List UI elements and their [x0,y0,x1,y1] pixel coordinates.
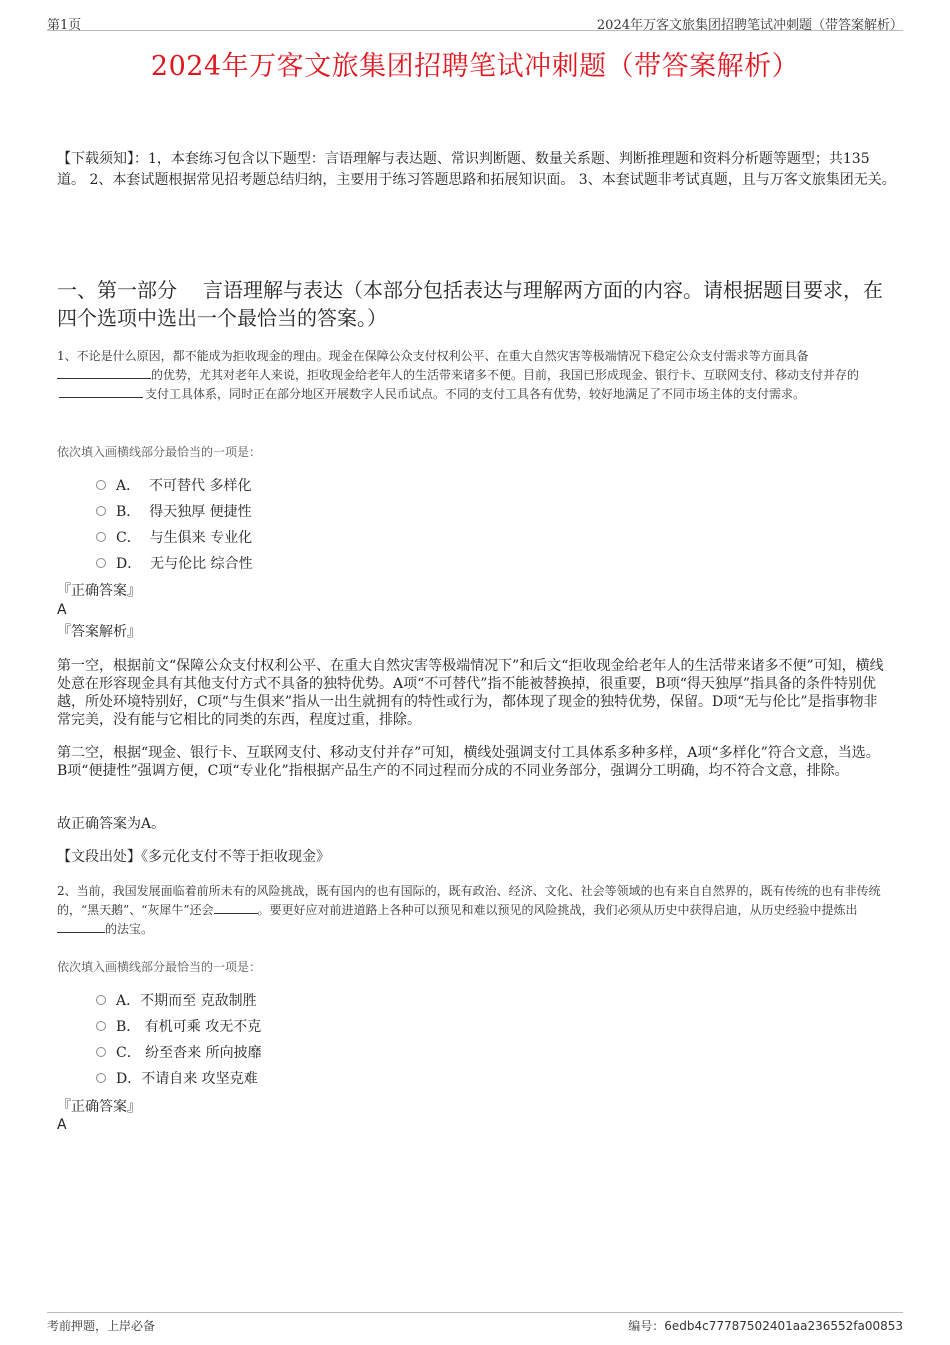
fill-blank-2 [59,385,143,398]
radio-icon[interactable] [96,506,106,516]
section-text: 言语理解与表达（本部分包括表达与理解两方面的内容。请根据题目要求，在四个选项中选出一个最恰当的答案。） [57,278,883,330]
q1-conclusion: 故正确答案为A。 [57,816,166,832]
q1-answer: A [57,602,67,618]
footer-code: 编号：6edb4c77787502401aa236552fa00853 [628,1319,903,1333]
q2-option-b[interactable]: B． 有机可乘 攻无不克 [96,1016,261,1038]
section-number: 一、第一部分 [57,278,177,302]
radio-icon[interactable] [96,995,106,1005]
radio-icon[interactable] [96,1047,106,1057]
q2-answer-label: 『正确答案』 [57,1099,141,1115]
q1-answer-label: 『正确答案』 [57,583,141,599]
page-header [47,10,903,31]
question-2-prompt: 依次填入画横线部分最恰当的一项是： [57,960,262,974]
fill-blank-1 [214,901,258,914]
page-number: 第1页 [47,18,82,33]
download-notice: 【下载须知】：1，本套练习包含以下题型：言语理解与表达题、常识判断题、数量关系题、判断推理题和资料分析题等题型；共135道。 2、本套试题根据常见招考题总结归纳，主要用于练习答题思路和拓展知识面。 3、本套试题非考试真题，且与万客文旅集团无关。 [57,151,896,188]
radio-icon[interactable] [96,558,106,568]
page-footer [47,1312,903,1333]
q1-analysis-1: 第一空，根据前文“保障公众支付权利公平、在重大自然灾害等极端情况下”和后文“拒收现金给老年人的生活带来诸多不便”可知，横线处意在形容现金具有其他支付方式不具备的独特优势。A项“不可替代”指不能被替换掉，很重要，B项“得天独厚”指具备的条件特别优越，所处环境特别好，C项“与生俱来”指从一出生就拥有的特性或行为，都体现了现金的独特优势，保留。D项“无与伦比”是指事物非常完美，没有能与它相比的同类的东西，程度过重，排除。 [57,658,884,728]
radio-icon[interactable] [96,1073,106,1083]
footer-slogan: 考前押题，上岸必备 [47,1319,156,1333]
q1-option-c[interactable]: C． 与生俱来 专业化 [96,527,252,549]
radio-icon[interactable] [96,480,106,490]
q2-option-d[interactable]: D．不请自来 攻坚克难 [96,1068,258,1090]
q1-analysis-2: 第二空，根据“现金、银行卡、互联网支付、移动支付并存”可知，横线处强调支付工具体系多种多样，A项“多样化”符合文意，当选。B项“便捷性”强调方便，C项“专业化”指根据产品生产的不同过程而分成的不同业务部分，强调分工明确，均不符合文意，排除。 [57,745,880,779]
q1-option-d[interactable]: D． 无与伦比 综合性 [96,553,253,575]
question-2-stem: 2、当前，我国发展面临着前所未有的风险挑战，既有国内的也有国际的，既有政治、经济、文化、社会等领域的也有来自自然界的，既有传统的也有非传统的，“黑天鹅”、“灰犀牛”还会 。要更好应对前进道路上各种可以预见和难以预见的风险挑战，我们必须从历史中获得启迪，从历史经验中提炼出的法宝。 [57,884,881,936]
q1-analysis-label: 『答案解析』 [57,624,141,640]
question-1-stem: 1、不论是什么原因，都不能成为拒收现金的理由。现金在保障公众支付权利公平、在重大自然灾害等极端情况下稳定公众支付需求等方面具备的优势，尤其对老年人来说，拒收现金给老年人的生活带来诸多不便。目前，我国已形成现金、银行卡、互联网支付、移动支付并存的支付工具体系，同时正在部分地区开展数字人民币试点。不同的支付工具各有优势，较好地满足了不同市场主体的支付需求。 [57,349,860,401]
radio-icon[interactable] [96,532,106,542]
section-heading [57,276,897,332]
document-title: 2024年万客文旅集团招聘笔试冲刺题（带答案解析） [150,51,800,82]
q1-source: 【文段出处】《多元化支付不等于拒收现金》 [57,849,330,865]
header-doc-title: 2024年万客文旅集团招聘笔试冲刺题（带答案解析） [596,18,903,33]
question-1-prompt: 依次填入画横线部分最恰当的一项是： [57,445,262,459]
q2-option-a[interactable]: A．不期而至 克敌制胜 [96,990,257,1012]
q2-answer: A [57,1117,67,1133]
q1-option-a[interactable]: A． 不可替代 多样化 [96,475,251,497]
q1-option-b[interactable]: B． 得天独厚 便捷性 [96,501,252,523]
radio-icon[interactable] [96,1021,106,1031]
q2-option-c[interactable]: C． 纷至沓来 所向披靡 [96,1042,262,1064]
fill-blank-2 [57,920,105,933]
fill-blank-1 [57,366,151,379]
